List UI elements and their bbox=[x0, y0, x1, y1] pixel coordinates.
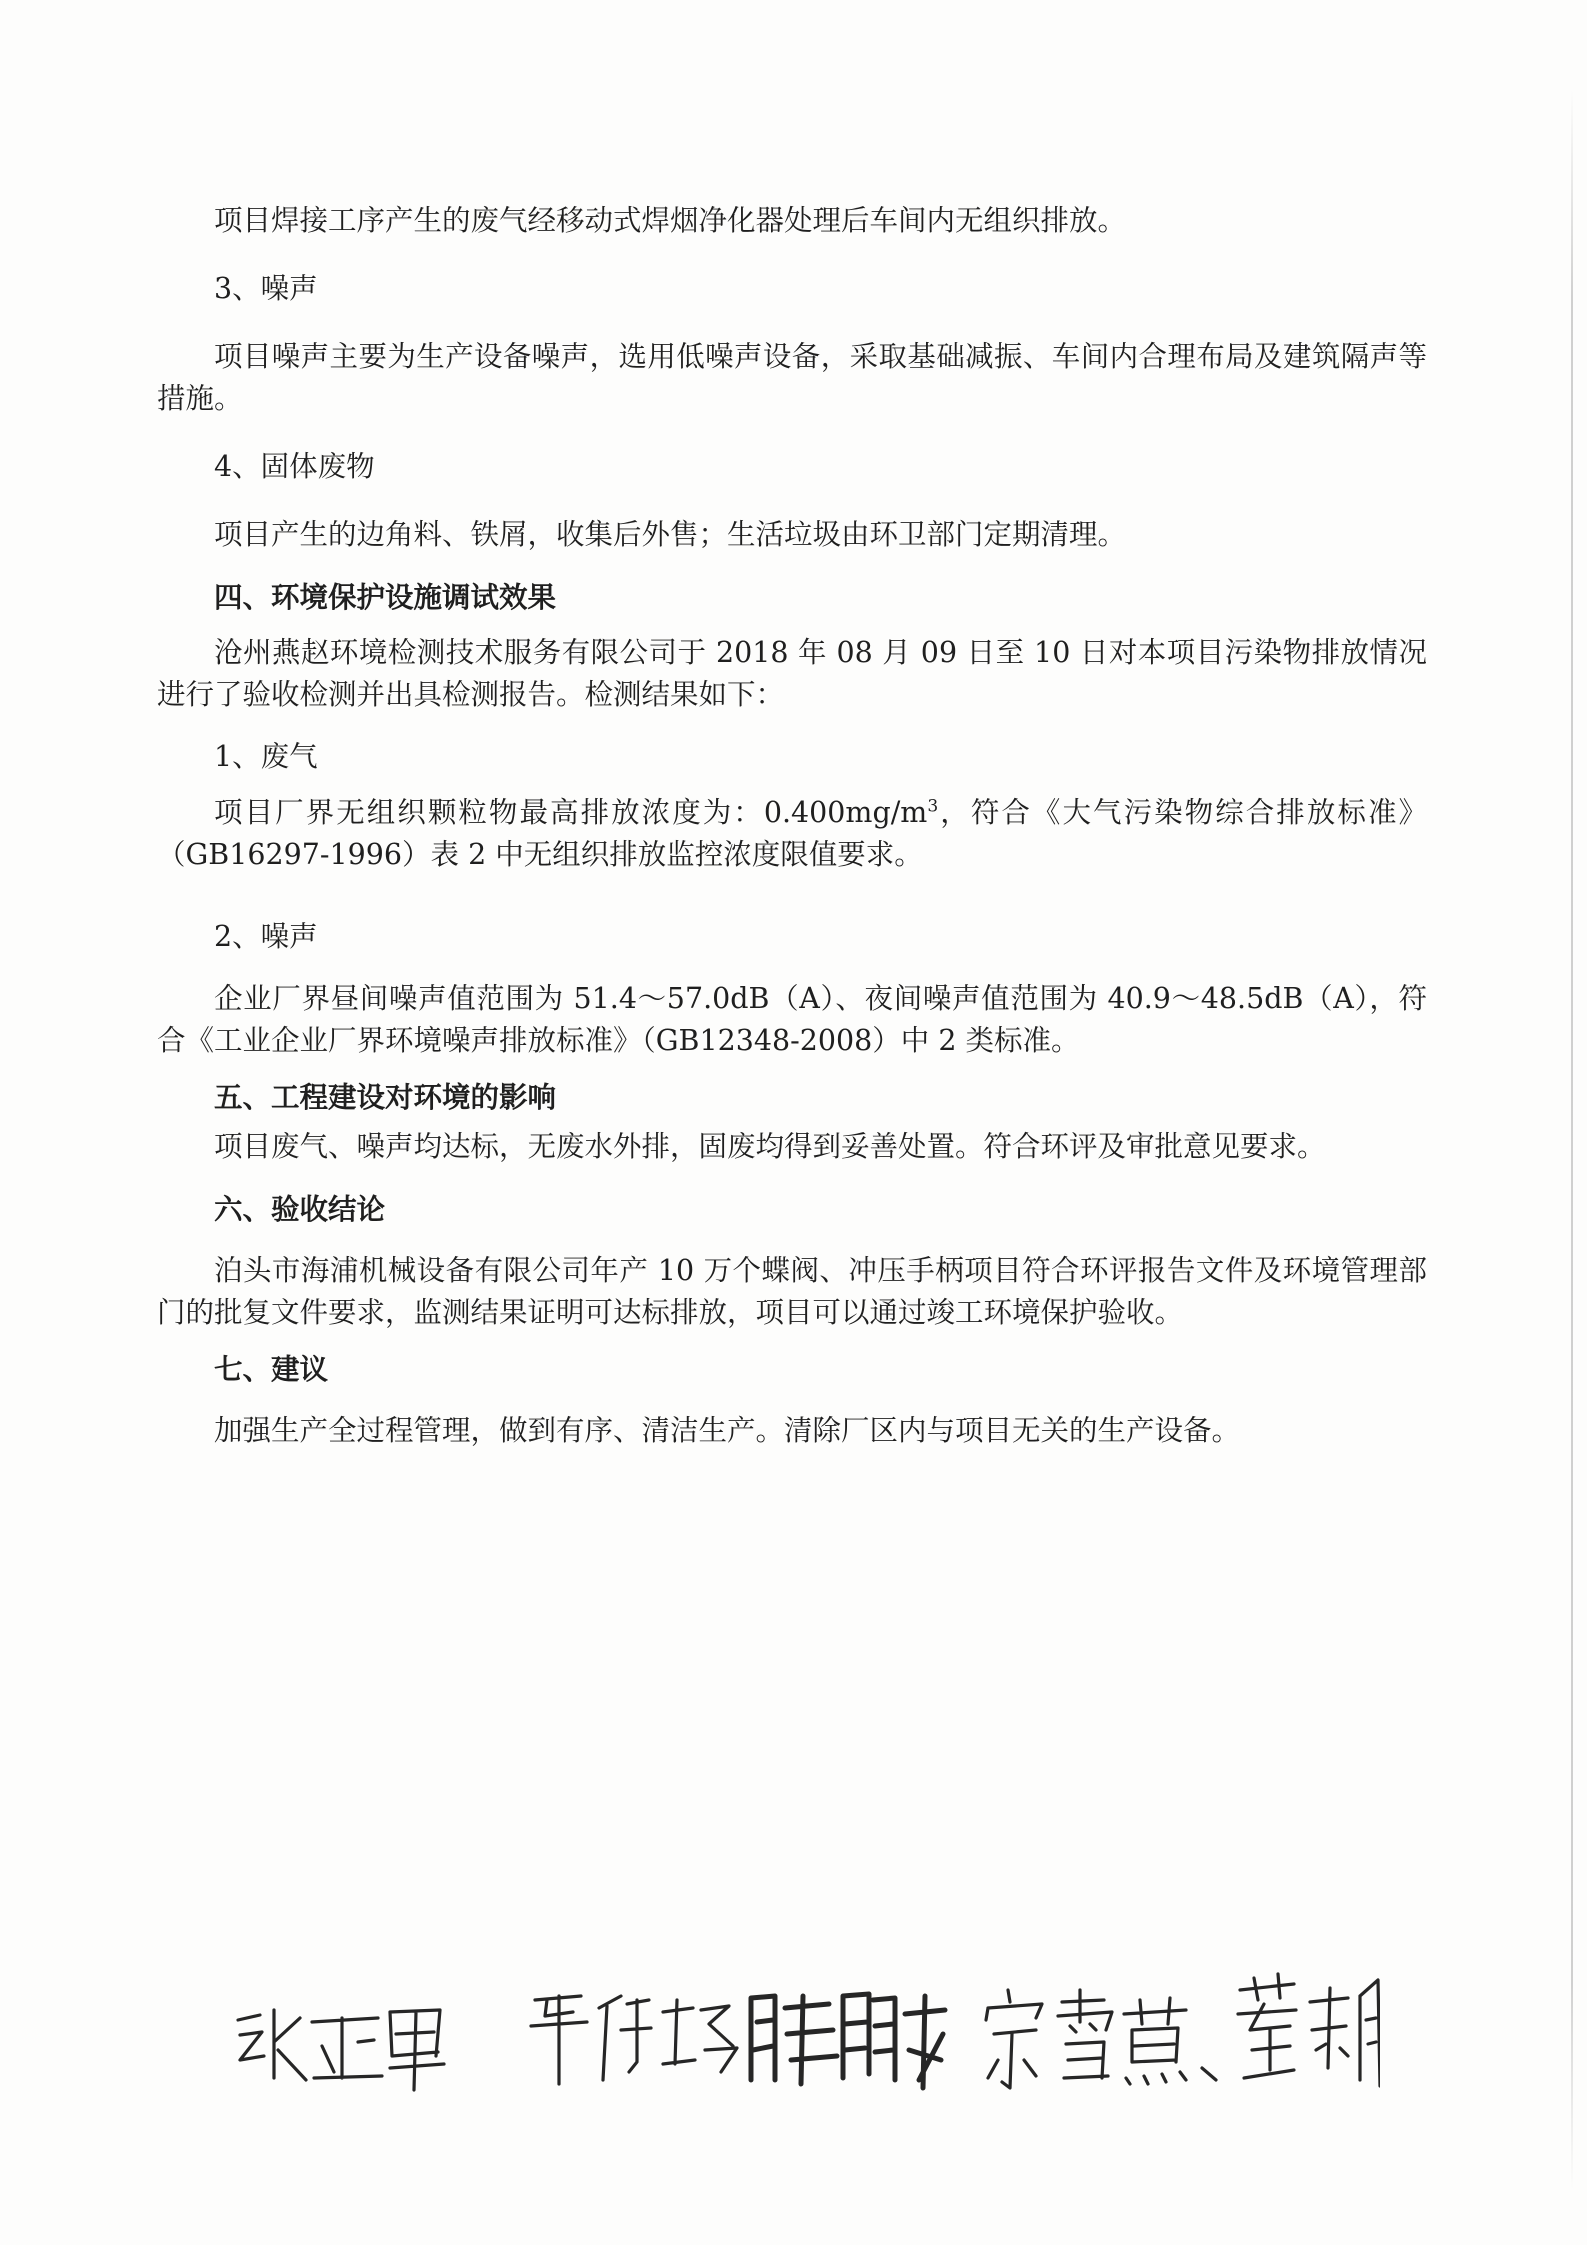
heading-noise: 3、噪声 bbox=[214, 272, 318, 305]
paragraph-noise-results: 企业厂界昼间噪声值范围为 51.4～57.0dB（A）、夜间噪声值范围为 40.9～48.5dB（A），符合《工业企业厂界环境噪声排放标准》（GB12348-2008）中 2 类标准。 bbox=[157, 982, 1427, 1057]
gas-text-b: ，符合《大气污染物综合排放标准》（GB16297-1996）表 2 中无组织排放监控浓度限值要求。 bbox=[157, 796, 1427, 871]
signature-3 bbox=[751, 1994, 945, 2088]
paragraph-environment-impact: 项目废气、噪声均达标，无废水外排，固废均得到妥善处置。符合环评及审批意见要求。 bbox=[214, 1130, 1326, 1163]
paragraph-monitoring-intro: 沧州燕赵环境检测技术服务有限公司于 2018 年 08 月 09 日至 10 日对本项目污染物排放情况进行了验收检测并出具检测报告。检测结果如下： bbox=[157, 636, 1427, 711]
section-title-4: 四、环境保护设施调试效果 bbox=[214, 580, 557, 614]
paragraph-exhaust-gas bbox=[157, 792, 1427, 876]
heading-exhaust-gas: 1、废气 bbox=[214, 740, 318, 773]
signature-2 bbox=[531, 1996, 737, 2084]
section-title-5: 五、工程建设对环境的影响 bbox=[214, 1080, 557, 1114]
paragraph-conclusion: 泊头市海浦机械设备有限公司年产 10 万个蝶阀、冲压手柄项目符合环评报告文件及环境管理部门的批复文件要求，监测结果证明可达标排放，项目可以通过竣工环境保护验收。 bbox=[157, 1254, 1427, 1329]
gas-text-superscript: 3 bbox=[927, 796, 939, 817]
heading-noise-2: 2、噪声 bbox=[214, 920, 318, 953]
handwritten-signatures bbox=[230, 1960, 1380, 2110]
section-title-7: 七、建议 bbox=[214, 1352, 329, 1386]
signature-4 bbox=[986, 1990, 1216, 2088]
heading-solid-waste: 4、固体废物 bbox=[214, 450, 375, 483]
scan-edge-line bbox=[1571, 90, 1573, 2190]
signature-1 bbox=[238, 2010, 444, 2090]
document-body bbox=[157, 200, 1427, 1452]
paragraph-noise: 项目噪声主要为生产设备噪声，选用低噪声设备，采取基础减振、车间内合理布局及建筑隔声等措施。 bbox=[157, 340, 1427, 415]
paragraph-solid-waste: 项目产生的边角料、铁屑，收集后外售；生活垃圾由环卫部门定期清理。 bbox=[214, 518, 1127, 551]
section-title-6: 六、验收结论 bbox=[214, 1192, 386, 1226]
signature-row bbox=[230, 1960, 1380, 2110]
paragraph-welding-exhaust: 项目焊接工序产生的废气经移动式焊烟净化器处理后车间内无组织排放。 bbox=[214, 204, 1127, 237]
signature-5 bbox=[1238, 1974, 1380, 2086]
paragraph-suggestion: 加强生产全过程管理，做到有序、清洁生产。清除厂区内与项目无关的生产设备。 bbox=[214, 1414, 1241, 1447]
gas-text-a: 项目厂界无组织颗粒物最高排放浓度为：0.400mg/m bbox=[214, 796, 928, 829]
